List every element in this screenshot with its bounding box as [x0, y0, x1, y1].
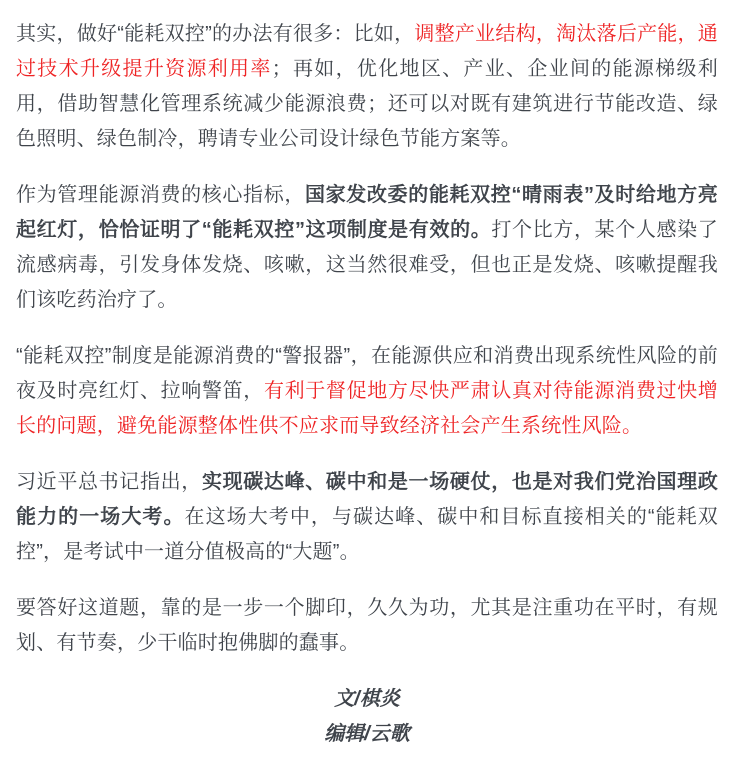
article-body [16, 17, 718, 661]
text-segment-normal: 习近平总书记指出， [16, 471, 202, 493]
paragraph [16, 178, 718, 318]
byline-block [16, 682, 718, 752]
text-segment-normal: “能耗双控”制度是能源消费的“警报器”，在能源供应和消费出现系统性风险的前夜及时亮红灯、拉响警笛， [16, 345, 718, 402]
text-segment-bold: 国家发改委的能耗双控“晴雨表”及时给地方亮起红灯，恰恰证明了“能耗双控”这项制度是有效的。 [16, 184, 718, 241]
text-segment-normal: 作为管理能源消费的核心指标， [16, 184, 305, 206]
text-segment-normal: 其实，做好“能耗双控”的办法有很多：比如， [16, 23, 415, 45]
byline-line: 文/棋炎 [334, 688, 400, 710]
text-segment-bold: 实现碳达峰、碳中和是一场硬仗，也是对我们党治国理政能力的一场大考。 [16, 471, 718, 528]
text-segment-normal: ；再如，优化地区、产业、企业间的能源梯级利用，借助智慧化管理系统减少能源浪费；还可以对既有建筑进行节能改造、绿色照明、绿色制冷，聘请专业公司设计绿色节能方案等。 [16, 58, 718, 150]
text-segment-normal: 打个比方，某个人感染了流感病毒，引发身体发烧、咳嗽，这当然很难受，但也正是发烧、咳嗽提醒我们该吃药治疗了。 [16, 219, 718, 311]
text-segment-red: 调整产业结构，淘汰落后产能，通过技术升级提升资源利用率 [16, 23, 718, 80]
paragraph [16, 465, 718, 570]
paragraph [16, 339, 718, 444]
text-segment-normal: 要答好这道题，靠的是一步一个脚印，久久为功，尤其是注重功在平时，有规划、有节奏，少干临时抱佛脚的蠢事。 [16, 597, 718, 654]
text-segment-normal: 在这场大考中，与碳达峰、碳中和目标直接相关的“能耗双控”，是考试中一道分值极高的“大题”。 [16, 506, 718, 563]
paragraph [16, 591, 718, 661]
paragraph [16, 17, 718, 157]
text-segment-red: 有利于督促地方尽快严肃认真对待能源消费过快增长的问题，避免能源整体性供不应求而导致经济社会产生系统性风险。 [16, 380, 719, 437]
byline-line: 编辑/云歌 [324, 723, 410, 745]
